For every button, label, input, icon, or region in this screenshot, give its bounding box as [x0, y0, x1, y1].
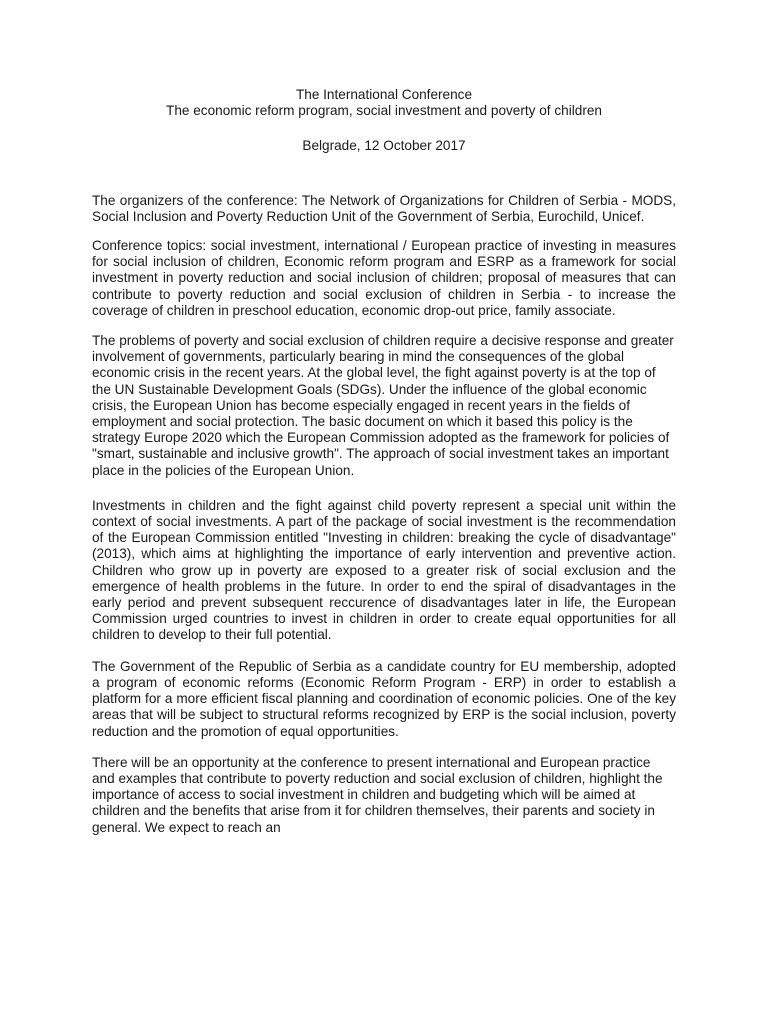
- conference-title: The International Conference: [295, 87, 473, 102]
- paragraph-poverty-problems: The problems of poverty and social exclusion of children require a decisive response and greater involvement of governments, particularly bearing in mind the consequences of the global economic crisis in the recent years. At the global level, the fight against poverty is at the top of the UN Sustainable Development Goals (SDGs). Under the influence of the global economic crisis, the European Union has become especially engaged in recent years in the fields of employment and social protection. The basic document on which it based this policy is the strategy Europe 2020 which the European Commission adopted as the framework for policies of "smart, sustainable and inclusive growth". The approach of social investment takes an important place in the policies of the European Union.: [92, 333, 674, 478]
- conference-place-date: Belgrade, 12 October 2017: [302, 138, 466, 154]
- paragraph-topics: Conference topics: social investment, international / European practice of investing in measures for social inclusion of children, Economic reform program and ESRP as a framework for social investment in poverty reduction and social inclusion of children; proposal of measures that can contribute to poverty reduction and social exclusion of children in Serbia - to increase the coverage of children in preschool education, economic drop-out price, family associate.: [92, 238, 676, 318]
- document-header: [92, 87, 676, 155]
- conference-subtitle: The economic reform program, social investment and poverty of children: [166, 103, 602, 119]
- paragraph-conference-opportunity: There will be an opportunity at the conference to present international and European practice and examples that contribute to poverty reduction and social exclusion of children, highlight the importance of access to social investment in children and budgeting which will be aimed at children and the benefits that arise from it for children themselves, their parents and society in general. We expect to reach an: [92, 754, 663, 835]
- document-page: [92, 87, 676, 836]
- paragraph-organizers: The organizers of the conference: The Network of Organizations for Children of Serbia - MODS, Social Inclusion and Poverty Reduction Unit of the Government of Serbia, Eurochild, Unicef.: [92, 192, 676, 224]
- paragraph-serbia-erp: The Government of the Republic of Serbia as a candidate country for EU membership, adopted a program of economic reforms (Economic Reform Program - ERP) in order to establish a platform for a more efficient fiscal planning and coordination of economic policies. One of the key areas that will be subject to structural reforms recognized by ERP is the social inclusion, poverty reduction and the promotion of equal opportunities.: [92, 658, 676, 739]
- paragraph-investing-in-children: Investments in children and the fight against child poverty represent a special unit within the context of social investments. A part of the package of social investment is the recommendation of the European Commission entitled "Investing in children: breaking the cycle of disadvantage" (2013), which aims at highlighting the importance of early intervention and preventive action. Children who grow up in poverty are exposed to a greater risk of social exclusion and the emergence of health problems in the future. In order to end the spiral of disadvantages in the early period and prevent subsequent reccurence of disadvantages later in life, the European Commission urged countries to invest in children in order to create equal opportunities for all children to develop to their full potential.: [92, 497, 676, 643]
